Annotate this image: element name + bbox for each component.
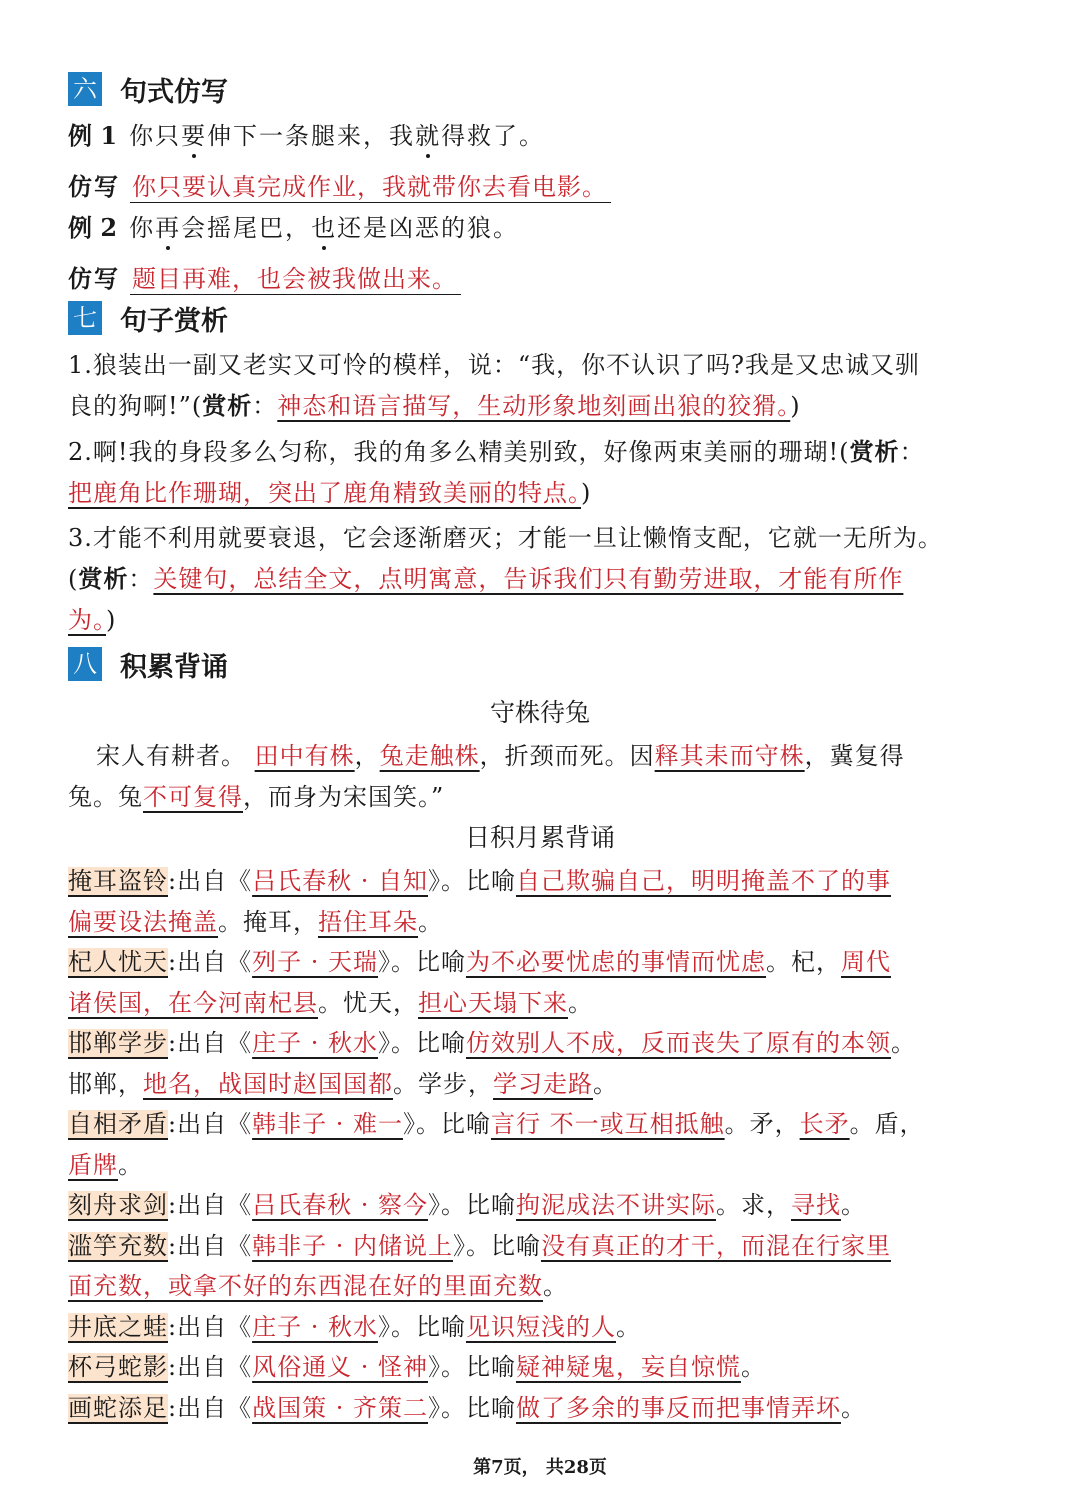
section-number: 八	[68, 647, 102, 681]
analysis-3-line-1: 3.才能不利用就要衰退，它会逐渐磨灭；才能一旦让懒惰支配，它就一无所为。	[68, 524, 943, 552]
section-title: 积累背诵	[120, 651, 228, 683]
example-sentence-2: 例 2 你再会摇尾巴，也还是凶恶的狼。	[68, 208, 519, 243]
section-six-heading	[68, 70, 228, 108]
idiom-entry-cont: 盾牌。	[68, 1151, 143, 1179]
idiom-entry: 画蛇添足:出自《战国策 · 齐策二》。比喻做了多余的事反而把事情弄坏。	[68, 1394, 866, 1422]
idiom-term: 刻舟求剑	[68, 1191, 168, 1219]
idiom-entry-cont: 面充数，或拿不好的东西混在好的里面充数。	[68, 1272, 568, 1300]
section-title: 句式仿写	[120, 76, 228, 108]
story-line-1: 宋人有耕者。 田中有株，兔走触株，折颈而死。因释其耒而守株，冀复得	[96, 742, 905, 770]
imitation-answer-2: 仿写 题目再难，也会被我做出来。	[68, 259, 461, 294]
idiom-entry: 掩耳盗铃:出自《吕氏春秋 · 自知》。比喻自己欺骗自己，明明掩盖不了的事	[68, 867, 891, 895]
idiom-entry-cont: 诸侯国，在今河南杞县。忧天，担心天塌下来。	[68, 989, 593, 1017]
section-number: 七	[68, 301, 102, 335]
analysis-3-line-2: (赏析：关键句，总结全文，点明寓意，告诉我们只有勤劳进取，才能有所作	[68, 564, 904, 593]
section-number: 六	[68, 72, 102, 106]
idiom-entry: 自相矛盾:出自《韩非子 · 难一》。比喻言行 不一或互相抵触。矛，长矛。盾，	[68, 1110, 925, 1138]
analysis-2-line-1: 2.啊!我的身段多么匀称，我的角多么精美别致，好像两束美丽的珊瑚!(赏析：	[68, 437, 925, 466]
idiom-entry: 杞人忧天:出自《列子 · 天瑞》。比喻为不必要忧虑的事情而忧虑。杞，周代	[68, 948, 891, 976]
idiom-term: 杯弓蛇影	[68, 1353, 168, 1381]
idiom-entry: 滥竽充数:出自《韩非子 · 内储说上》。比喻没有真正的才干，而混在行家里	[68, 1232, 891, 1260]
analysis-3-line-3: 为。)	[68, 606, 117, 634]
story-title: 守株待兔	[489, 698, 590, 727]
idiom-term: 掩耳盗铃	[68, 867, 168, 895]
story-line-2: 兔。兔不可复得，而身为宋国笑。”	[68, 783, 445, 811]
analysis-2-line-2: 把鹿角比作珊瑚，突出了鹿角精致美丽的特点。)	[68, 479, 592, 507]
idiom-term: 滥竽充数	[68, 1232, 168, 1260]
idiom-entry: 井底之蛙:出自《庄子 · 秋水》。比喻见识短浅的人。	[68, 1313, 641, 1341]
idiom-term: 画蛇添足	[68, 1394, 168, 1422]
idiom-entry: 邯郸学步:出自《庄子 · 秋水》。比喻仿效别人不成，反而丧失了原有的本领。	[68, 1029, 916, 1057]
page-footer: 第7页， 共28页	[473, 1457, 607, 1478]
idioms-title: 日积月累背诵	[464, 823, 615, 852]
idiom-term: 杞人忧天	[68, 948, 168, 976]
section-seven-heading	[68, 299, 228, 337]
idiom-entry-cont: 偏要设法掩盖。掩耳，捂住耳朵。	[68, 908, 443, 936]
imitation-answer-1: 仿写 你只要认真完成作业，我就带你去看电影。	[68, 167, 611, 202]
idiom-term: 邯郸学步	[68, 1029, 168, 1057]
idiom-term: 井底之蛙	[68, 1313, 168, 1341]
idiom-entry: 杯弓蛇影:出自《风俗通义 · 怪神》。比喻疑神疑鬼，妄自惊慌。	[68, 1353, 766, 1381]
section-title: 句子赏析	[120, 305, 228, 337]
idiom-term: 自相矛盾	[68, 1110, 168, 1138]
example-sentence-1: 例 1 你只要伸下一条腿来，我就得救了。	[68, 116, 545, 151]
section-eight-heading	[68, 645, 228, 683]
idiom-entry: 刻舟求剑:出自《吕氏春秋 · 察今》。比喻拘泥成法不讲实际。求，寻找。	[68, 1191, 866, 1219]
analysis-1-line-2: 良的狗啊!”(赏析：神态和语言描写，生动形象地刻画出狼的狡猾。)	[68, 391, 801, 420]
analysis-1-line-1: 1.狼装出一副又老实又可怜的模样，说：“我，你不认识了吗?我是又忠诚又驯	[68, 351, 921, 379]
idiom-entry-cont: 邯郸，地名，战国时赵国国都。学步，学习走路。	[68, 1070, 618, 1098]
